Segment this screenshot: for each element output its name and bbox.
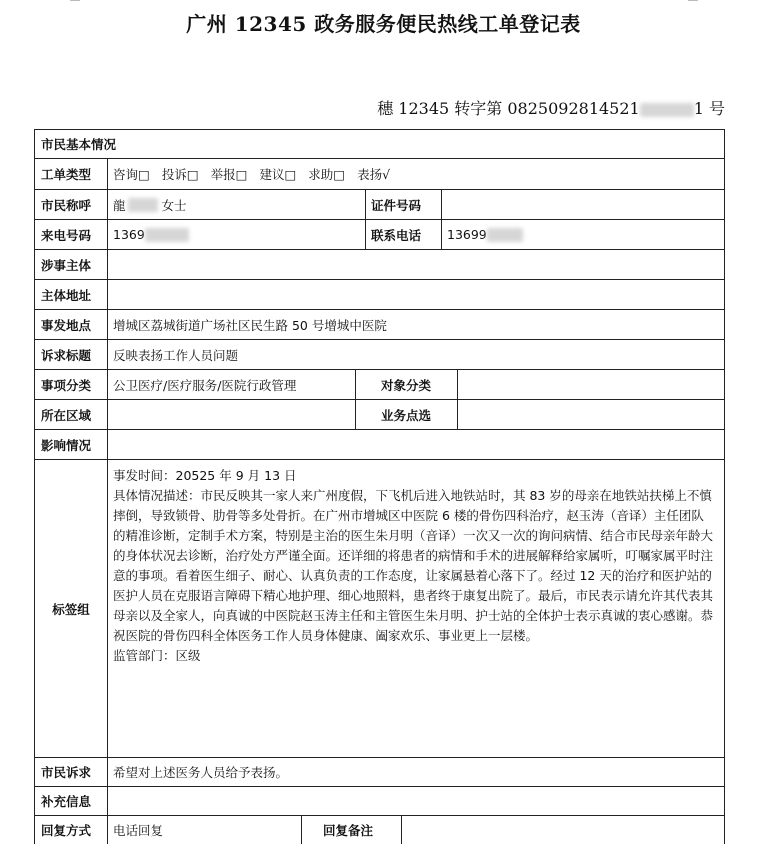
situation-description: 具体情况描述：市民反映其一家人来广州度假，下飞机后进入地铁站时，其 83 岁的母亲在地铁站扶梯上不慎摔倒，导致锁骨、肋骨等多处骨折。在广州市增城区中医院 6 楼的骨伤四科治疗，赵玉涛（音译）主任团队的精准诊断，定制手术方案，特别是主治的医生朱月明（音译）一次又一次的询问病情、结合市民母亲年龄大的身体状况去诊断，治疗处方严谨全面。还详细的将患者的病情和手术的进展解释给家属听，叮嘱家属平时注意的事项。看着医生细子、耐心、认真负责的工作态度，让家属悬着心落下了。经过 12 天的治疗和医护站的医护人员在克服语言障碍下精心地护理、细心地照料，患者终于康复出院了。最后，市民表示请允许其代表其母亲以及全家人，向真诚的中医院赵玉涛主任和主管医生朱月明、护士站的全体护士表示真诚的衷心感谢。恭祝医院的骨伤四科全体医务工作人员身体健康、阖家欢乐、事业更上一层楼。 [113,488,714,643]
contact-phone-value [441,220,724,249]
request-title-row [35,340,724,370]
region-value [107,400,355,429]
region-row [35,400,724,430]
redacted-block [487,228,523,242]
section-basic-info-row [35,130,724,159]
work-order-form [34,129,725,844]
citizen-appeal-value: 希望对上述医务人员给予表扬。 [113,765,289,780]
subject-address-label: 主体地址 [41,287,92,303]
redacted-block [145,228,189,242]
region-label: 所在区域 [41,407,92,423]
supplement-row [35,787,724,816]
reply-method-label: 回复方式 [41,823,92,838]
category-value: 公卫医疗/医疗服务/医院行政管理 [113,377,297,393]
page-corner-mark-right [688,0,698,1]
supplement-label: 补充信息 [41,794,92,809]
category-row [35,370,724,400]
id-number-label: 证件号码 [371,197,422,213]
tag-group-label: 标签组 [52,601,90,617]
subject-value [107,250,724,279]
caller-number-label: 来电号码 [41,227,92,243]
subject-address-value [107,280,724,309]
citizen-appeal-label: 市民诉求 [41,765,92,780]
order-type-report: 举报□ [210,167,248,182]
impact-value [107,430,724,459]
document-number-suffix: 1 号 [693,99,725,118]
order-type-praise: 表扬√ [357,167,391,182]
reply-note-label: 回复备注 [323,823,374,838]
incident-location-row [35,310,724,340]
subject-row [35,250,724,280]
subject-label: 涉事主体 [41,257,92,273]
tag-group-content [113,466,714,666]
id-number-value [441,190,724,219]
contact-phone-prefix: 13699 [447,227,487,242]
incident-location-value: 增城区荔城街道广场社区民生路 50 号增城中医院 [113,317,387,333]
citizen-appeal-row [35,758,724,787]
redacted-block [128,198,158,212]
request-title-value: 反映表扬工作人员问题 [113,347,239,363]
page-corner-mark-left [70,0,80,1]
reply-note-value [401,816,724,844]
citizen-name-title: 女士 [161,197,187,213]
citizen-name-row [35,190,724,220]
subject-address-row [35,280,724,310]
target-category-value [457,370,724,399]
document-number [377,96,725,119]
business-spot-label: 业务点选 [380,407,431,423]
citizen-name-prefix: 龍 [113,197,126,213]
order-type-suggestion: 建议□ [259,167,297,182]
citizen-name-value [107,190,365,219]
order-type-label: 工单类型 [41,167,92,182]
tag-group-row [35,460,724,758]
order-type-row [35,159,724,190]
phone-row [35,220,724,250]
order-type-options [107,159,724,189]
target-category-label: 对象分类 [380,377,431,393]
contact-phone-label: 联系电话 [371,227,422,243]
reply-method-value: 电话回复 [113,823,164,838]
request-title-label: 诉求标题 [41,347,92,363]
reply-row [35,816,724,844]
impact-row [35,430,724,460]
incident-location-label: 事发地点 [41,317,92,333]
caller-number-prefix: 1369 [113,227,145,242]
citizen-name-label: 市民称呼 [41,197,92,213]
caller-number-value [107,220,365,249]
business-spot-value [457,400,724,429]
section-basic-info-label: 市民基本情况 [41,137,117,152]
category-label: 事项分类 [41,377,92,393]
incident-time-line: 事发时间：20525 年 9 月 13 日 [113,468,297,483]
document-number-prefix: 穗 12345 转字第 0825092814521 [377,99,640,118]
impact-label: 影响情况 [41,437,92,453]
supplement-value [107,787,724,815]
form-title: 广州 12345 政务服务便民热线工单登记表 [186,12,581,36]
order-type-consult: 咨询□ [113,167,150,182]
order-type-help: 求助□ [308,167,346,182]
order-type-complaint: 投诉□ [161,167,199,182]
redacted-block [640,103,694,117]
supervising-dept-line: 监管部门：区级 [113,648,201,663]
